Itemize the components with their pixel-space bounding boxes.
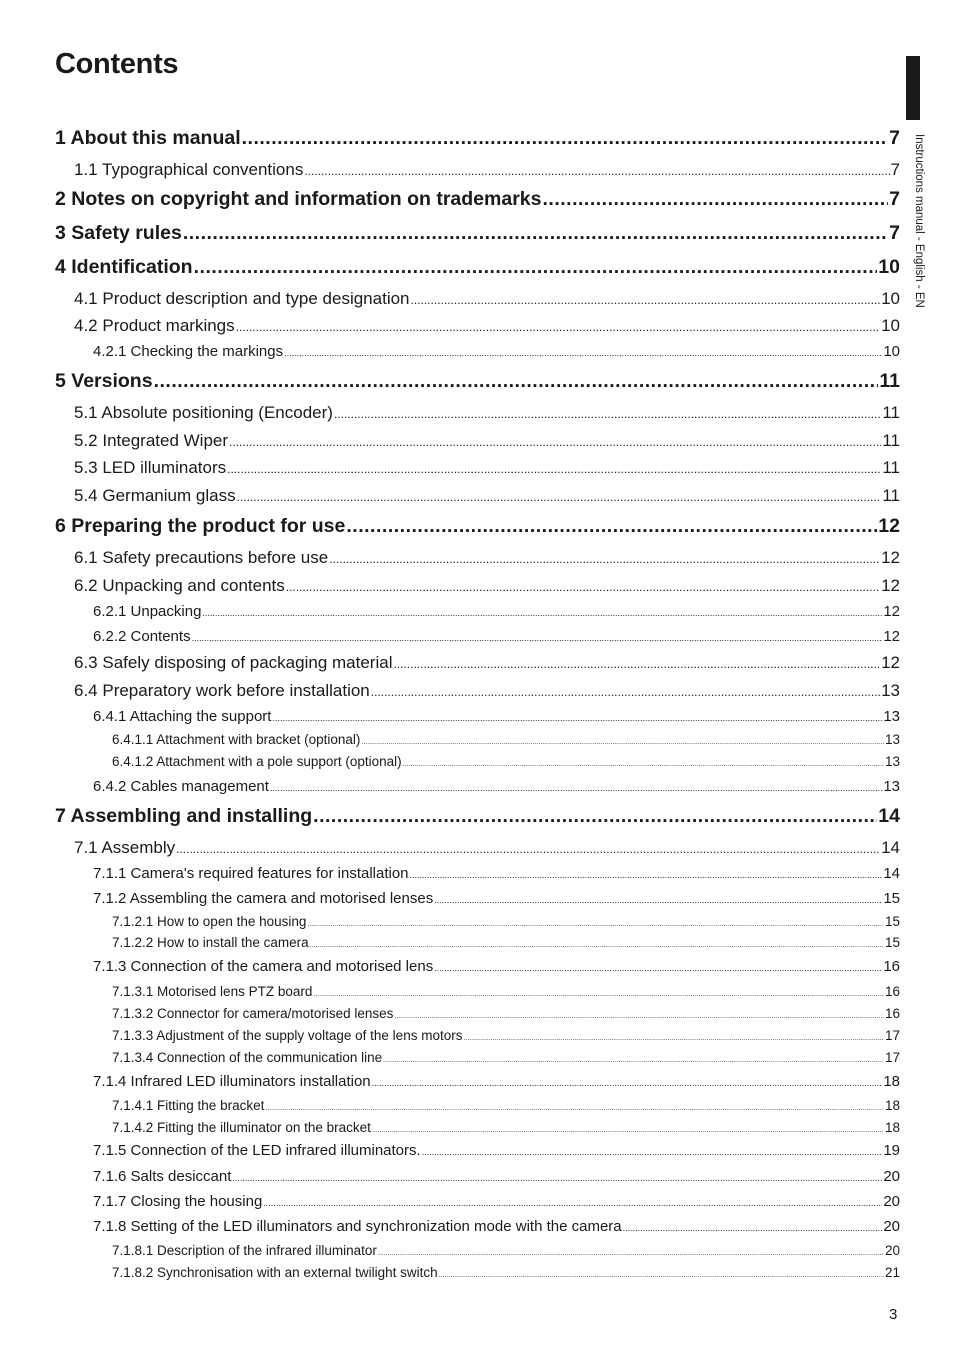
toc-entry[interactable] [55,515,900,538]
toc-entry-page: 13 [884,732,900,747]
toc-dot-leader [307,921,884,928]
toc-dot-leader [270,783,882,793]
toc-entry[interactable] [93,1193,900,1210]
toc-entry-title: 7.1.4.1 Fitting the bracket [112,1098,265,1113]
toc-entry-page: 13 [883,778,900,795]
toc-entry-title: 7.1.3.2 Connector for camera/motorised lenses [112,1006,394,1021]
toc-entry-title: 6.4.1.1 Attachment with bracket (optional) [112,732,361,747]
toc-entry-page: 20 [883,1168,900,1185]
toc-entry-page: 18 [883,1073,900,1090]
toc-dot-leader [334,407,881,421]
toc-dot-leader [439,1272,884,1279]
toc-entry[interactable] [112,984,900,999]
toc-entry-page: 15 [883,890,900,907]
toc-entry-title: 6.1 Safety precautions before use [74,548,329,567]
toc-entry-title: 6.4.1 Attaching the support [93,708,272,725]
toc-dot-leader [194,256,878,279]
toc-entry[interactable] [74,458,900,478]
toc-entry-title: 5.2 Integrated Wiper [74,431,229,450]
toc-entry-page: 10 [878,256,900,278]
toc-entry-title: 6.2.2 Contents [93,628,191,645]
toc-dot-leader [623,1223,883,1233]
toc-entry[interactable] [93,628,900,645]
toc-entry[interactable] [112,1265,900,1280]
toc-entry[interactable] [55,256,900,279]
toc-dot-leader [313,991,884,998]
toc-entry[interactable] [74,316,900,336]
toc-entry[interactable] [74,838,900,858]
toc-entry[interactable] [93,890,900,907]
toc-entry-title: 7.1.2 Assembling the camera and motorised lenses [93,890,434,907]
toc-entry-title: 2 Notes on copyright and information on trademarks [55,188,542,210]
toc-dot-leader [202,608,882,618]
toc-entry-page: 15 [884,914,900,929]
toc-entry[interactable] [112,1120,900,1135]
toc-entry-title: 7.1.7 Closing the housing [93,1193,263,1210]
toc-entry-title: 6.2 Unpacking and contents [74,576,285,595]
toc-dot-leader [154,370,879,393]
toc-entry-page: 11 [879,370,900,392]
toc-entry-title: 5.1 Absolute positioning (Encoder) [74,403,333,422]
toc-entry[interactable] [55,222,900,245]
toc-entry[interactable] [112,754,900,769]
toc-entry[interactable] [93,865,900,882]
toc-entry-page: 20 [883,1193,900,1210]
toc-entry-page: 11 [882,458,900,477]
toc-dot-leader [372,1078,883,1088]
toc-entry-page: 12 [883,628,900,645]
toc-dot-leader [192,633,883,643]
toc-dot-leader [393,657,880,671]
toc-entry-page: 20 [884,1243,900,1258]
toc-entry[interactable] [55,127,900,150]
toc-entry-title: 6.4.2 Cables management [93,778,269,795]
toc-entry[interactable] [74,653,900,673]
toc-entry-title: 5 Versions [55,370,153,392]
toc-dot-leader [463,1035,884,1042]
toc-entry-page: 10 [883,343,900,360]
toc-entry-page: 7 [890,160,900,179]
toc-entry[interactable] [93,708,900,725]
toc-entry[interactable] [112,732,900,747]
toc-dot-leader [229,435,881,449]
toc-dot-leader [232,1173,882,1183]
toc-entry[interactable] [112,1028,900,1043]
toc-entry[interactable] [55,370,900,393]
toc-entry[interactable] [74,403,900,423]
toc-entry-title: 1 About this manual [55,127,241,149]
toc-entry-title: 7.1.3.1 Motorised lens PTZ board [112,984,313,999]
toc-entry-title: 7.1.3.3 Adjustment of the supply voltage of the lens motors [112,1028,463,1043]
toc-entry-title: 7.1.4.2 Fitting the illuminator on the bracket [112,1120,371,1135]
toc-dot-leader [434,895,882,905]
toc-dot-leader [183,222,888,245]
toc-entry[interactable] [74,431,900,451]
toc-entry-title: 7.1.3.4 Connection of the communication line [112,1050,383,1065]
toc-entry[interactable] [93,1218,900,1235]
toc-entry[interactable] [112,1243,900,1258]
toc-entry-page: 12 [883,603,900,620]
toc-entry-page: 16 [883,958,900,975]
toc-dot-leader [394,1013,884,1020]
toc-entry-page: 10 [881,316,900,335]
side-label: Instructions manual - English - EN [913,134,925,308]
page-title: Contents [55,48,179,80]
toc-entry-page: 14 [878,805,900,827]
toc-entry[interactable] [93,958,900,975]
toc-entry[interactable] [93,1142,900,1159]
toc-entry-page: 13 [883,708,900,725]
toc-dot-leader [372,1127,884,1134]
toc-dot-leader [411,293,881,307]
toc-entry-page: 11 [882,403,900,422]
toc-entry-title: 6.4 Preparatory work before installation [74,681,370,700]
toc-entry-title: 6.2.1 Unpacking [93,603,202,620]
toc-dot-leader [383,1057,884,1064]
toc-entry-page: 12 [881,576,900,595]
toc-entry-page: 21 [884,1265,900,1280]
toc-entry-page: 13 [884,754,900,769]
toc-dot-leader [329,552,880,566]
toc-dot-leader [284,348,882,358]
toc-entry-title: 1.1 Typographical conventions [74,160,304,179]
toc-entry[interactable] [74,576,900,596]
toc-entry-page: 16 [884,984,900,999]
toc-entry-page: 20 [883,1218,900,1235]
toc-entry-title: 7.1 Assembly [74,838,176,857]
page-number: 3 [889,1306,898,1323]
toc-dot-leader [236,320,880,334]
toc-entry-page: 10 [881,289,900,308]
toc-entry[interactable] [93,343,900,360]
toc-entry-page: 18 [884,1098,900,1113]
toc-entry-title: 7.1.5 Connection of the LED infrared illuminators. [93,1142,421,1159]
toc-dot-leader [378,1250,884,1257]
toc-entry-title: 4 Identification [55,256,193,278]
toc-entry-page: 11 [882,486,900,505]
toc-entry-title: 7.1.3 Connection of the camera and motorised lens [93,958,434,975]
toc-dot-leader [286,580,880,594]
toc-entry[interactable] [55,805,900,828]
toc-dot-leader [313,805,877,828]
toc-entry-page: 14 [881,838,900,857]
toc-entry-page: 7 [889,222,900,244]
toc-entry-title: 7.1.8 Setting of the LED illuminators and synchronization mode with the camera [93,1218,622,1235]
toc-entry[interactable] [74,681,900,701]
toc-entry[interactable] [74,289,900,309]
toc-entry-title: 7.1.1 Camera's required features for installation [93,865,409,882]
toc-dot-leader [410,870,883,880]
toc-entry-page: 17 [884,1028,900,1043]
toc-entry-title: 7.1.6 Salts desiccant [93,1168,232,1185]
toc-entry-title: 6.4.1.2 Attachment with a pole support (optional) [112,754,402,769]
toc-entry-title: 6.3 Safely disposing of packaging material [74,653,393,672]
toc-entry-title: 4.1 Product description and type designation [74,289,410,308]
toc-entry[interactable] [74,548,900,568]
toc-dot-leader [422,1147,883,1157]
toc-entry-title: 7.1.8.2 Synchronisation with an external twilight switch [112,1265,438,1280]
toc-dot-leader [371,685,880,699]
toc-entry[interactable] [93,778,900,795]
toc-entry-page: 12 [881,548,900,567]
toc-dot-leader [272,713,882,723]
toc-entry-page: 12 [878,515,900,537]
toc-entry-title: 4.2.1 Checking the markings [93,343,284,360]
toc-entry[interactable] [55,188,900,211]
toc-dot-leader [227,462,881,476]
toc-entry[interactable] [74,160,900,180]
toc-entry-page: 12 [881,653,900,672]
toc-entry-title: 5.3 LED illuminators [74,458,227,477]
toc-entry[interactable] [112,935,900,950]
toc-entry-page: 18 [884,1120,900,1135]
toc-entry[interactable] [74,486,900,506]
toc-entry-title: 7.1.2.2 How to install the camera [112,935,309,950]
toc-entry-title: 7.1.2.1 How to open the housing [112,914,307,929]
toc-entry-page: 15 [884,935,900,950]
toc-entry-page: 16 [884,1006,900,1021]
toc-entry[interactable] [93,1073,900,1090]
toc-entry-title: 3 Safety rules [55,222,182,244]
toc-entry-page: 11 [882,431,900,450]
toc-entry-page: 13 [881,681,900,700]
toc-entry[interactable] [112,1098,900,1113]
toc-entry-title: 7 Assembling and installing [55,805,313,827]
toc-entry-page: 7 [889,127,900,149]
toc-dot-leader [176,842,880,856]
toc-dot-leader [310,942,884,949]
toc-dot-leader [346,515,877,538]
toc-dot-leader [242,127,889,150]
toc-dot-leader [434,963,882,973]
toc-entry[interactable] [93,1168,900,1185]
toc-entry-page: 14 [883,865,900,882]
toc-entry[interactable] [112,1050,900,1065]
toc-entry-page: 7 [889,188,900,210]
toc-dot-leader [265,1105,884,1112]
toc-dot-leader [361,739,884,746]
toc-entry-page: 17 [884,1050,900,1065]
toc-entry[interactable] [112,1006,900,1021]
toc-dot-leader [304,164,889,178]
toc-dot-leader [403,761,884,768]
toc-entry[interactable] [93,603,900,620]
toc-dot-leader [263,1198,882,1208]
toc-entry-title: 7.1.8.1 Description of the infrared illuminator [112,1243,377,1258]
toc-entry-title: 4.2 Product markings [74,316,235,335]
toc-entry-title: 7.1.4 Infrared LED illuminators installation [93,1073,371,1090]
toc-dot-leader [542,188,888,211]
toc-entry-page: 19 [883,1142,900,1159]
toc-entry-title: 6 Preparing the product for use [55,515,346,537]
toc-entry-title: 5.4 Germanium glass [74,486,236,505]
toc-dot-leader [237,490,882,504]
toc-entry[interactable] [112,914,900,929]
